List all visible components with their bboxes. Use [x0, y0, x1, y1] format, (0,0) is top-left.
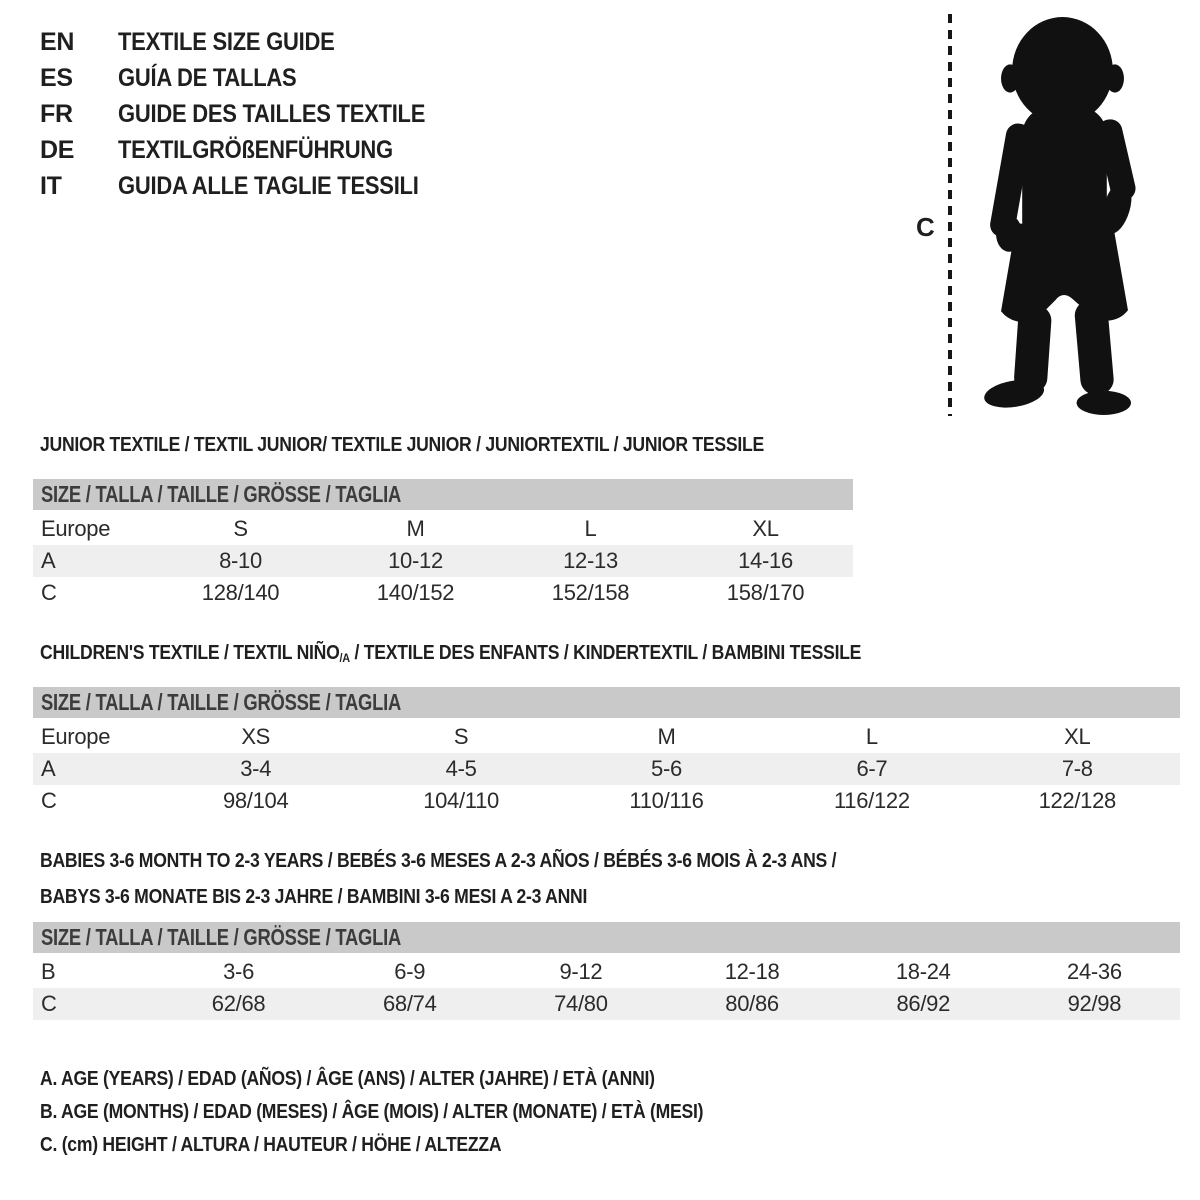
babies-title-line1: BABIES 3-6 MONTH TO 2-3 YEARS / BEBÉS 3-6 MESES A 2-3 AÑOS / BÉBÉS 3-6 MOIS À 2-3 ANS /: [40, 850, 837, 872]
size-header-bar: [33, 687, 1180, 718]
size-cell: S: [233, 516, 248, 541]
language-row-en: [40, 24, 467, 60]
height-cell: 74/80: [554, 991, 608, 1016]
size-cell: XL: [1064, 724, 1091, 749]
guide-title-en: TEXTILE SIZE GUIDE: [118, 27, 335, 56]
age-cell: 3-4: [240, 756, 272, 781]
babies-section-title: [40, 843, 945, 915]
guide-title-it: GUIDA ALLE TAGLIE TESSILI: [118, 171, 419, 200]
guide-title-es: GUÍA DE TALLAS: [118, 63, 297, 92]
row-label: Europe: [41, 724, 111, 749]
legend-age-months: [40, 1101, 794, 1134]
children-size-table: [33, 687, 1180, 817]
babies-size-table: [33, 922, 1180, 1020]
children-title-text: [40, 642, 861, 665]
size-header-bar: [33, 922, 1180, 953]
height-cell: 140/152: [376, 580, 455, 605]
row-label: A: [41, 548, 56, 573]
height-dashed-line: [948, 14, 952, 416]
legend-line-text: B. AGE (MONTHS) / EDAD (MESES) / ÂGE (MOIS) / ALTER (MONATE) / ETÀ (MESI): [40, 1101, 704, 1123]
children-section-title: [40, 642, 973, 665]
language-code: EN: [40, 27, 75, 56]
guide-title-fr: GUIDE DES TAILLES TEXTILE: [118, 99, 426, 128]
height-cell: 62/68: [211, 991, 266, 1016]
age-cell: 10-12: [388, 548, 443, 573]
table-row-height: [33, 988, 1180, 1020]
age-cell: 8-10: [219, 548, 262, 573]
size-header-label: SIZE / TALLA / TAILLE / GRÖSSE / TAGLIA: [41, 924, 401, 950]
age-cell: 6-7: [856, 756, 888, 781]
height-cell: 68/74: [382, 991, 437, 1016]
height-cell: 128/140: [201, 580, 280, 605]
age-cell: 6-9: [394, 959, 426, 984]
height-cell: 98/104: [222, 788, 289, 813]
size-header-label: SIZE / TALLA / TAILLE / GRÖSSE / TAGLIA: [41, 481, 401, 507]
language-code: ES: [40, 63, 73, 92]
row-label: B: [41, 959, 56, 984]
language-code: FR: [40, 99, 73, 128]
legend-line-text: A. AGE (YEARS) / EDAD (AÑOS) / ÂGE (ANS) / ALTER (JAHRE) / ETÀ (ANNI): [40, 1068, 655, 1090]
language-row-fr: [40, 96, 467, 132]
age-cell: 12-18: [724, 959, 780, 984]
age-cell: 12-13: [563, 548, 618, 573]
age-cell: 3-6: [223, 959, 255, 984]
height-cell: 86/92: [896, 991, 951, 1016]
language-code: DE: [40, 135, 75, 164]
age-cell: 7-8: [1061, 756, 1093, 781]
height-cell: 152/158: [551, 580, 630, 605]
table-row-age: [33, 753, 1180, 785]
size-header-bar: [33, 479, 853, 510]
age-cell: 14-16: [738, 548, 793, 573]
children-title-sub: /A: [339, 651, 350, 666]
row-label: C: [41, 991, 57, 1016]
junior-title-text: JUNIOR TEXTILE / TEXTIL JUNIOR/ TEXTILE JUNIOR / JUNIORTEXTIL / JUNIOR TESSILE: [40, 434, 764, 456]
row-label: A: [41, 756, 56, 781]
height-measure-label: C: [916, 212, 935, 242]
language-list: [40, 24, 467, 204]
toddler-silhouette-icon: [962, 10, 1167, 418]
height-figure: [900, 0, 1180, 430]
row-label: C: [41, 580, 57, 605]
size-cell: XS: [241, 724, 271, 749]
age-cell: 5-6: [651, 756, 682, 781]
junior-section-title: [40, 434, 863, 457]
size-header-label: SIZE / TALLA / TAILLE / GRÖSSE / TAGLIA: [41, 689, 401, 715]
junior-size-table: [33, 479, 853, 609]
size-cell: XL: [752, 516, 779, 541]
age-cell: 24-36: [1067, 959, 1122, 984]
size-cell: S: [453, 724, 469, 749]
row-label: Europe: [41, 516, 111, 541]
height-cell: 92/98: [1067, 991, 1122, 1016]
age-cell: 4-5: [445, 756, 477, 781]
table-row-height: [33, 577, 853, 609]
language-code: IT: [40, 171, 62, 200]
table-row-europe: [33, 513, 853, 545]
table-row-height: [33, 785, 1180, 817]
size-cell: L: [584, 516, 597, 541]
height-cell: 80/86: [725, 991, 779, 1016]
measure-legend: [40, 1068, 794, 1167]
size-cell: M: [406, 516, 425, 541]
size-cell: L: [865, 724, 878, 749]
legend-height-cm: [40, 1134, 794, 1167]
language-row-de: [40, 132, 467, 168]
height-cell: 116/122: [833, 788, 910, 813]
table-row-age: [33, 545, 853, 577]
table-row-europe: [33, 721, 1180, 753]
age-cell: 9-12: [559, 959, 603, 984]
height-cell: 104/110: [423, 788, 499, 813]
babies-title-line2: BABYS 3-6 MONATE BIS 2-3 JAHRE / BAMBINI 3-6 MESI A 2-3 ANNI: [40, 886, 588, 908]
legend-age-years: [40, 1068, 794, 1101]
language-row-it: [40, 168, 467, 204]
age-cell: 18-24: [895, 959, 951, 984]
children-title-main: CHILDREN'S TEXTILE / TEXTIL NIÑO: [40, 642, 340, 664]
legend-line-text: C. (cm) HEIGHT / ALTURA / HAUTEUR / HÖHE / ALTEZZA: [40, 1134, 502, 1156]
size-cell: M: [657, 724, 676, 749]
height-cell: 158/170: [726, 580, 805, 605]
children-title-rest: / TEXTILE DES ENFANTS / KINDERTEXTIL / BAMBINI TESSILE: [349, 642, 862, 664]
guide-title-de: TEXTILGRÖßENFÜHRUNG: [118, 135, 393, 164]
table-row-months: [33, 956, 1180, 988]
height-cell: 122/128: [1038, 788, 1116, 813]
language-row-es: [40, 60, 467, 96]
row-label: C: [41, 788, 57, 813]
height-cell: 110/116: [629, 788, 704, 813]
